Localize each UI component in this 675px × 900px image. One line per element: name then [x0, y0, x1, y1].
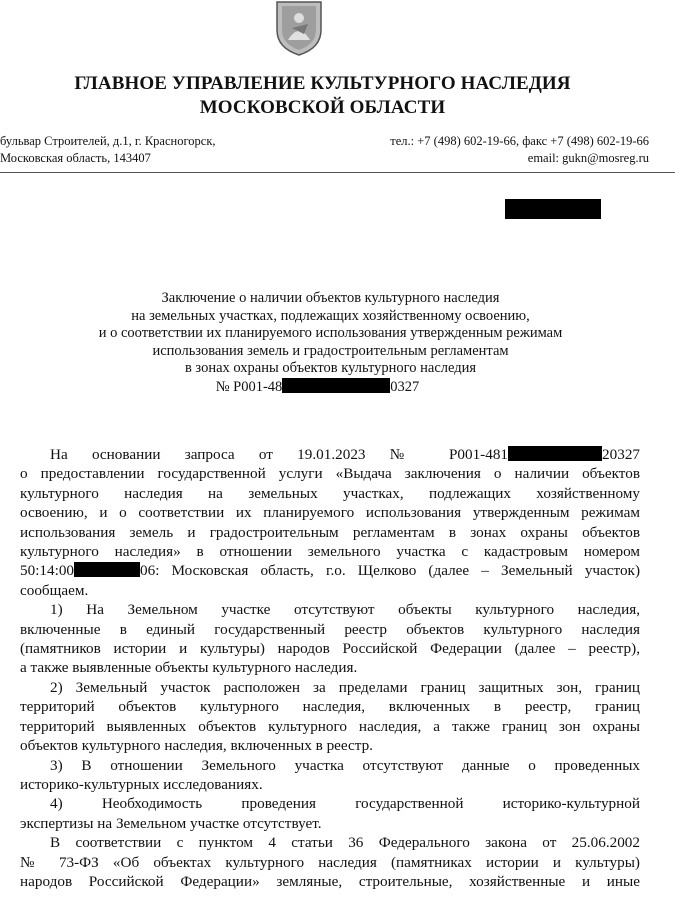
cadastral-number-redaction: [74, 562, 140, 577]
body-line: народов Российской Федерации» земляные, строительные, хозяйственные и иные: [20, 872, 640, 890]
body-line: культурного наследия» в отношении земельного участка с кадастровым номером: [20, 543, 640, 561]
contact-email: email: gukn@mosreg.ru: [527, 151, 649, 165]
body-line: экспертизы на Земельном участке отсутствует.: [20, 814, 322, 832]
body-line: 3) В отношении Земельного участка отсутствуют данные о проведенных: [50, 756, 640, 774]
body-line: 2) Земельный участок расположен за пределами границ защитных зон, границ: [50, 678, 640, 696]
doc-number-suffix: 0327: [390, 378, 420, 395]
body-line: включенные в единый государственный реестр объектов культурного наследия: [20, 620, 640, 638]
body-line: 50:14:00 06: Московская область, г.о. Щелково (далее – Земельный участок): [20, 562, 640, 580]
body-line: историко-культурных исследованиях.: [20, 775, 263, 793]
body-line: (памятников истории и культуры) народов Российской Федерации (далее – реестр),: [20, 640, 640, 658]
body-line: 1) На Земельном участке отсутствуют объекты культурного наследия,: [50, 601, 640, 619]
body-line: На основании запроса от 19.01.2023 № Р001-481 20327: [50, 446, 640, 463]
doc-number-redaction: [282, 378, 390, 393]
document-number: [0, 378, 675, 397]
request-number-redaction: [508, 446, 602, 461]
document-heading: [0, 290, 675, 396]
heading-line1: Заключение о наличии объектов культурного наследия: [161, 290, 500, 306]
body-line: сообщаем.: [20, 581, 89, 599]
address-line1: бульвар Строителей, д.1, г. Красногорск,: [0, 134, 216, 148]
header-divider: [0, 172, 675, 173]
body-line: культурного наследия на земельных участках, подлежащих хозяйственному: [20, 484, 640, 502]
organization-title: [0, 72, 675, 120]
heading-line5: в зонах охраны объектов культурного наследия: [184, 360, 477, 376]
body-line: 4) Необходимость проведения государственной историко-культурной: [50, 795, 640, 813]
heading-line2: на земельных участках, подлежащих хозяйственному освоению,: [131, 307, 530, 324]
body-line: освоению, и о соответствии их планируемого использования утвержденным режимам: [20, 504, 640, 522]
coat-of-arms-icon: [274, 0, 324, 56]
document-body: [20, 445, 640, 891]
heading-line3: и о соответствии их планируемого использования утвержденным режимам: [98, 325, 563, 341]
org-title-line1: ГЛАВНОЕ УПРАВЛЕНИЕ КУЛЬТУРНОГО НАСЛЕДИЯ: [74, 73, 571, 94]
address-block: [0, 133, 216, 167]
body-line: объектов культурного наследия, включенных в реестр.: [20, 737, 373, 755]
doc-number-prefix: № Р001-48: [215, 378, 283, 395]
address-line2: Московская область, 143407: [0, 151, 151, 165]
body-line: территорий объектов культурного наследия, включенных в реестр, границ: [20, 698, 640, 716]
heading-line4: использования земель и градостроительным регламентам: [152, 342, 509, 359]
body-line: территорий выявленных объектов культурного наследия, а также границ зон охраны: [20, 717, 640, 735]
body-line: В соответствии с пунктом 4 статьи 36 Федерального закона от 25.06.2002: [50, 834, 640, 852]
body-line: а также выявленные объекты культурного наследия.: [20, 659, 358, 677]
contact-block: [390, 133, 649, 167]
contact-phone: тел.: +7 (498) 602-19-66, факс +7 (498) 602-19-66: [390, 134, 649, 148]
body-line: о предоставлении государственной услуги «Выдача заключения о наличии объектов: [20, 465, 640, 483]
org-title-line2: МОСКОВСКОЙ ОБЛАСТИ: [199, 97, 446, 118]
body-line: использования земель и градостроительным регламентам в зонах охраны объектов: [20, 523, 640, 541]
redaction-block: [505, 199, 601, 219]
body-line: № 73-ФЗ «Об объектах культурного наследия (памятниках истории и культуры): [20, 853, 640, 871]
